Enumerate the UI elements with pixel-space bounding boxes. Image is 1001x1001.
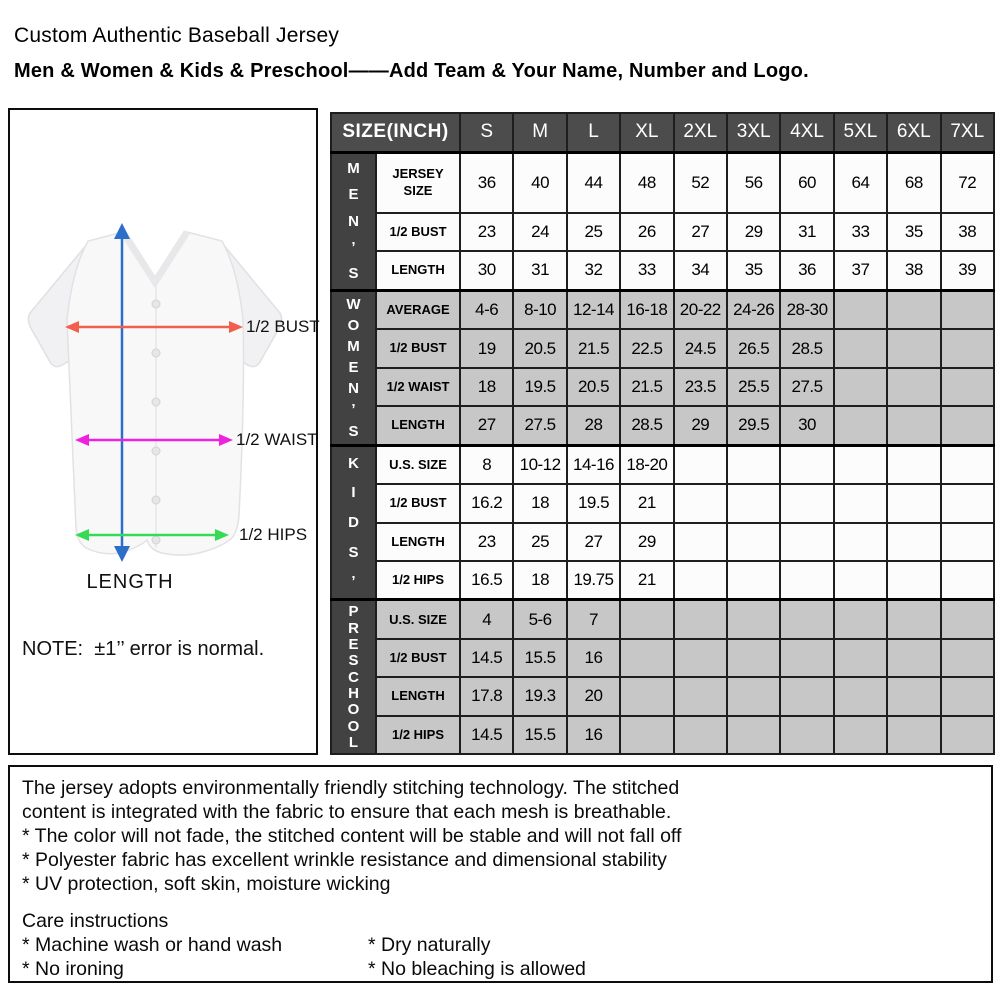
care-row (22, 957, 979, 981)
row-label: U.S. SIZE (376, 600, 460, 639)
size-value-cell: 21 (620, 484, 673, 522)
size-value-cell (727, 484, 780, 522)
row-label: 1/2 BUST (376, 213, 460, 251)
section-label (331, 445, 376, 600)
size-value-cell: 16 (567, 716, 620, 754)
size-value-cell: 64 (834, 152, 887, 213)
size-value-cell (887, 484, 940, 522)
size-unit-header: SIZE(INCH) (331, 113, 460, 152)
size-value-cell: 20-22 (674, 290, 727, 329)
description-line: * Polyester fabric has excellent wrinkle resistance and dimensional stability (22, 849, 667, 871)
size-value-cell (887, 523, 940, 561)
size-value-cell: 7 (567, 600, 620, 639)
size-value-cell (941, 484, 994, 522)
size-value-cell (727, 600, 780, 639)
description-line: content is integrated with the fabric to ensure that each mesh is breathable. (22, 801, 672, 823)
size-value-cell (674, 600, 727, 639)
row-label: 1/2 BUST (376, 484, 460, 522)
size-value-cell: 4 (460, 600, 513, 639)
size-value-cell (887, 561, 940, 600)
size-value-cell (674, 523, 727, 561)
size-value-cell (727, 677, 780, 715)
size-value-cell (780, 484, 833, 522)
section-label (331, 152, 376, 290)
size-value-cell (674, 677, 727, 715)
size-value-cell: 19.5 (567, 484, 620, 522)
size-value-cell: 72 (941, 152, 994, 213)
size-value-cell: 4-6 (460, 290, 513, 329)
size-value-cell: 38 (941, 213, 994, 251)
size-value-cell (834, 484, 887, 522)
length-label: LENGTH (86, 571, 174, 593)
description-line: The jersey adopts environmentally friendly stitching technology. The stitched (22, 777, 680, 799)
size-value-cell: 12-14 (567, 290, 620, 329)
size-chart-wrap (330, 112, 995, 755)
size-column-header: 7XL (941, 113, 994, 152)
size-value-cell: 28.5 (620, 406, 673, 445)
size-value-cell (887, 445, 940, 484)
size-value-cell: 34 (674, 251, 727, 290)
section-label (331, 600, 376, 754)
size-value-cell: 27 (567, 523, 620, 561)
size-value-cell (887, 329, 940, 367)
size-value-cell: 14.5 (460, 716, 513, 754)
size-value-cell (941, 523, 994, 561)
size-value-cell: 19.3 (513, 677, 566, 715)
size-value-cell (780, 523, 833, 561)
size-value-cell: 26 (620, 213, 673, 251)
size-value-cell (727, 639, 780, 677)
size-value-cell: 24.5 (674, 329, 727, 367)
size-value-cell (780, 600, 833, 639)
size-value-cell (834, 716, 887, 754)
size-value-cell (887, 600, 940, 639)
size-value-cell: 18-20 (620, 445, 673, 484)
size-value-cell: 52 (674, 152, 727, 213)
size-value-cell (620, 716, 673, 754)
size-chart-row (331, 329, 994, 367)
size-value-cell: 48 (620, 152, 673, 213)
size-value-cell (941, 406, 994, 445)
size-value-cell: 30 (460, 251, 513, 290)
size-value-cell: 37 (834, 251, 887, 290)
size-value-cell: 27 (674, 213, 727, 251)
note-text: NOTE: ±1’’ error is normal. (22, 638, 265, 660)
care-item: * No ironing (22, 958, 124, 980)
size-chart-row (331, 152, 994, 213)
size-value-cell (674, 445, 727, 484)
size-value-cell: 20.5 (567, 368, 620, 406)
size-value-cell: 36 (460, 152, 513, 213)
size-column-header: 6XL (887, 113, 940, 152)
size-value-cell: 31 (780, 213, 833, 251)
size-chart (330, 112, 995, 755)
size-value-cell: 33 (834, 213, 887, 251)
size-value-cell (834, 677, 887, 715)
size-value-cell: 16.2 (460, 484, 513, 522)
size-value-cell (834, 368, 887, 406)
size-value-cell (727, 445, 780, 484)
size-value-cell: 18 (513, 561, 566, 600)
size-value-cell: 68 (887, 152, 940, 213)
size-value-cell (941, 600, 994, 639)
size-value-cell: 19.5 (513, 368, 566, 406)
size-value-cell: 29 (727, 213, 780, 251)
size-value-cell (834, 329, 887, 367)
size-value-cell (620, 600, 673, 639)
size-value-cell: 28-30 (780, 290, 833, 329)
size-value-cell: 21 (620, 561, 673, 600)
size-value-cell: 15.5 (513, 716, 566, 754)
size-value-cell (834, 406, 887, 445)
size-value-cell: 28 (567, 406, 620, 445)
size-value-cell (941, 639, 994, 677)
bust-label: 1/2 BUST (246, 317, 320, 336)
section-label-text: P R E S C H O O L (347, 603, 360, 752)
size-value-cell (941, 329, 994, 367)
size-chart-row (331, 368, 994, 406)
size-value-cell: 22.5 (620, 329, 673, 367)
size-value-cell (674, 716, 727, 754)
size-value-cell: 19.75 (567, 561, 620, 600)
size-chart-row (331, 523, 994, 561)
size-chart-row (331, 213, 994, 251)
row-label: U.S. SIZE (376, 445, 460, 484)
size-value-cell (620, 639, 673, 677)
size-value-cell (834, 561, 887, 600)
size-value-cell: 14.5 (460, 639, 513, 677)
care-item: * No bleaching is allowed (368, 958, 586, 980)
row-label: LENGTH (376, 523, 460, 561)
size-chart-row (331, 600, 994, 639)
care-item: * Dry naturally (368, 934, 491, 956)
size-value-cell: 19 (460, 329, 513, 367)
size-value-cell: 31 (513, 251, 566, 290)
size-value-cell: 44 (567, 152, 620, 213)
size-value-cell (727, 561, 780, 600)
size-value-cell: 17.8 (460, 677, 513, 715)
size-value-cell (941, 290, 994, 329)
size-value-cell (887, 639, 940, 677)
size-chart-row (331, 445, 994, 484)
waist-label: 1/2 WAIST (236, 430, 318, 449)
size-chart-header-row (331, 113, 994, 152)
size-value-cell (780, 561, 833, 600)
size-value-cell: 23 (460, 523, 513, 561)
hips-label: 1/2 HIPS (239, 525, 308, 544)
size-value-cell: 33 (620, 251, 673, 290)
size-value-cell: 16.5 (460, 561, 513, 600)
section-label-text: K I D S ’ (348, 454, 359, 591)
size-value-cell (620, 677, 673, 715)
size-value-cell: 40 (513, 152, 566, 213)
size-value-cell: 39 (941, 251, 994, 290)
size-value-cell: 38 (887, 251, 940, 290)
size-value-cell: 5-6 (513, 600, 566, 639)
description-box (8, 765, 993, 983)
size-value-cell: 21.5 (620, 368, 673, 406)
size-value-cell: 24 (513, 213, 566, 251)
size-value-cell: 27.5 (513, 406, 566, 445)
page-title: Custom Authentic Baseball Jersey (14, 24, 340, 47)
care-heading: Care instructions (22, 910, 169, 932)
size-value-cell: 8-10 (513, 290, 566, 329)
size-value-cell: 21.5 (567, 329, 620, 367)
size-value-cell: 30 (780, 406, 833, 445)
size-value-cell: 29.5 (727, 406, 780, 445)
size-value-cell (727, 523, 780, 561)
size-value-cell (834, 445, 887, 484)
size-column-header: 5XL (834, 113, 887, 152)
size-value-cell: 35 (727, 251, 780, 290)
row-label: AVERAGE (376, 290, 460, 329)
size-chart-row (331, 484, 994, 522)
size-column-header: 3XL (727, 113, 780, 152)
size-value-cell (727, 716, 780, 754)
size-value-cell: 29 (674, 406, 727, 445)
size-chart-row (331, 677, 994, 715)
size-column-header: M (513, 113, 566, 152)
size-value-cell: 60 (780, 152, 833, 213)
size-value-cell: 36 (780, 251, 833, 290)
row-label: LENGTH (376, 251, 460, 290)
size-value-cell: 32 (567, 251, 620, 290)
size-value-cell: 23.5 (674, 368, 727, 406)
size-value-cell: 16-18 (620, 290, 673, 329)
description-line: * The color will not fade, the stitched content will be stable and will not fall off (22, 825, 682, 847)
size-value-cell: 25.5 (727, 368, 780, 406)
size-chart-row (331, 290, 994, 329)
size-value-cell: 24-26 (727, 290, 780, 329)
size-chart-row (331, 639, 994, 677)
size-chart-row (331, 406, 994, 445)
row-label: 1/2 HIPS (376, 561, 460, 600)
care-row (22, 933, 979, 957)
size-chart-head (331, 113, 994, 152)
size-chart-row (331, 716, 994, 754)
size-value-cell (780, 445, 833, 484)
size-chart-body (331, 152, 994, 754)
row-label: JERSEY SIZE (376, 152, 460, 213)
size-value-cell: 15.5 (513, 639, 566, 677)
section-label (331, 290, 376, 445)
size-value-cell (941, 445, 994, 484)
size-value-cell: 10-12 (513, 445, 566, 484)
row-label: 1/2 BUST (376, 639, 460, 677)
size-column-header: XL (620, 113, 673, 152)
size-value-cell (887, 368, 940, 406)
size-value-cell: 25 (513, 523, 566, 561)
section-label-text: W O M E N ’ S (346, 295, 361, 440)
row-label: 1/2 WAIST (376, 368, 460, 406)
size-value-cell: 27.5 (780, 368, 833, 406)
size-value-cell (834, 290, 887, 329)
size-value-cell (674, 639, 727, 677)
size-value-cell: 16 (567, 639, 620, 677)
row-label: LENGTH (376, 677, 460, 715)
size-value-cell: 18 (513, 484, 566, 522)
row-label: LENGTH (376, 406, 460, 445)
section-label-text: M E N ’ S (347, 160, 360, 283)
size-value-cell (674, 561, 727, 600)
measurement-diagram-panel (8, 108, 318, 755)
size-value-cell (780, 639, 833, 677)
size-value-cell (780, 716, 833, 754)
size-value-cell (941, 716, 994, 754)
size-column-header: L (567, 113, 620, 152)
size-value-cell (887, 406, 940, 445)
size-value-cell (834, 639, 887, 677)
size-column-header: S (460, 113, 513, 152)
row-label: 1/2 BUST (376, 329, 460, 367)
size-value-cell: 56 (727, 152, 780, 213)
row-label: 1/2 HIPS (376, 716, 460, 754)
size-value-cell: 26.5 (727, 329, 780, 367)
page-subtitle: Men & Women & Kids & Preschool——Add Team & Your Name, Number and Logo. (14, 60, 809, 82)
size-value-cell (834, 600, 887, 639)
size-value-cell (887, 716, 940, 754)
size-column-header: 4XL (780, 113, 833, 152)
size-value-cell: 25 (567, 213, 620, 251)
size-value-cell (941, 677, 994, 715)
size-value-cell: 8 (460, 445, 513, 484)
size-value-cell (887, 677, 940, 715)
size-value-cell (941, 368, 994, 406)
description-line: * UV protection, soft skin, moisture wicking (22, 873, 391, 895)
size-value-cell: 29 (620, 523, 673, 561)
size-value-cell (941, 561, 994, 600)
size-value-cell (834, 523, 887, 561)
size-value-cell: 20 (567, 677, 620, 715)
size-value-cell: 35 (887, 213, 940, 251)
care-item: * Machine wash or hand wash (22, 934, 283, 956)
size-value-cell: 28.5 (780, 329, 833, 367)
size-value-cell: 27 (460, 406, 513, 445)
size-value-cell (887, 290, 940, 329)
size-value-cell (674, 484, 727, 522)
size-value-cell: 14-16 (567, 445, 620, 484)
size-chart-row (331, 561, 994, 600)
size-chart-row (331, 251, 994, 290)
size-column-header: 2XL (674, 113, 727, 152)
size-value-cell: 20.5 (513, 329, 566, 367)
size-value-cell: 18 (460, 368, 513, 406)
size-value-cell: 23 (460, 213, 513, 251)
size-value-cell (780, 677, 833, 715)
